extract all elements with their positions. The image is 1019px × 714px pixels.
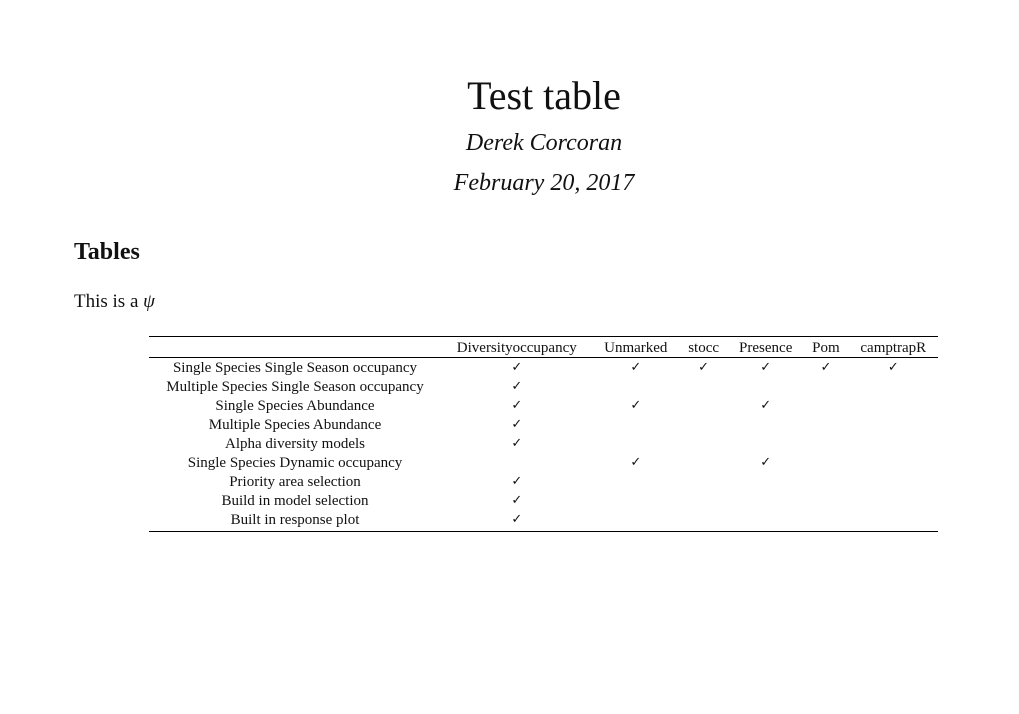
document-author: Derek Corcoran bbox=[465, 130, 623, 156]
comparison-table bbox=[149, 336, 938, 532]
paragraph bbox=[74, 289, 155, 315]
table-cell bbox=[593, 415, 679, 434]
table-row bbox=[149, 453, 938, 472]
row-label: Alpha diversity models bbox=[225, 435, 365, 452]
table-cell bbox=[441, 377, 593, 396]
checkmark-icon: ✓ bbox=[630, 360, 642, 375]
table-cell bbox=[849, 510, 938, 532]
checkmark-icon: ✓ bbox=[760, 360, 772, 375]
table-cell bbox=[849, 491, 938, 510]
table-cell bbox=[803, 377, 848, 396]
row-label: Single Species Abundance bbox=[215, 397, 375, 414]
table-cell bbox=[679, 491, 728, 510]
table-cell bbox=[679, 396, 728, 415]
table-cell bbox=[679, 510, 728, 532]
document-date: February 20, 2017 bbox=[453, 170, 635, 196]
table-body bbox=[149, 358, 938, 532]
checkmark-icon: ✓ bbox=[511, 379, 523, 394]
table-cell bbox=[803, 358, 848, 378]
document-title: Test table bbox=[467, 73, 621, 118]
column-header: camptrapR bbox=[860, 339, 927, 356]
table-cell bbox=[593, 434, 679, 453]
table-cell bbox=[728, 415, 803, 434]
table-cell bbox=[441, 415, 593, 434]
table-cell bbox=[803, 453, 848, 472]
table-cell bbox=[803, 491, 848, 510]
table-cell bbox=[728, 491, 803, 510]
checkmark-icon: ✓ bbox=[511, 474, 523, 489]
row-label: Multiple Species Abundance bbox=[208, 416, 382, 433]
table-cell bbox=[441, 510, 593, 532]
table-cell bbox=[441, 491, 593, 510]
checkmark-icon: ✓ bbox=[511, 398, 523, 413]
psi-symbol: ψ bbox=[143, 291, 155, 312]
table-cell bbox=[849, 434, 938, 453]
comparison-table-container bbox=[149, 336, 938, 532]
table-row bbox=[149, 510, 938, 532]
table-row bbox=[149, 415, 938, 434]
table-cell bbox=[679, 377, 728, 396]
table-cell bbox=[849, 453, 938, 472]
table-row bbox=[149, 358, 938, 378]
table-cell bbox=[679, 415, 728, 434]
checkmark-icon: ✓ bbox=[630, 398, 642, 413]
table-cell bbox=[849, 358, 938, 378]
column-header: Unmarked bbox=[604, 339, 668, 356]
table-cell bbox=[441, 472, 593, 491]
table-header-row bbox=[149, 337, 938, 358]
table-cell bbox=[441, 358, 593, 378]
table-cell bbox=[441, 434, 593, 453]
table-cell bbox=[593, 377, 679, 396]
table-cell bbox=[441, 396, 593, 415]
table-cell bbox=[803, 396, 848, 415]
table-cell bbox=[803, 472, 848, 491]
table-cell bbox=[803, 510, 848, 532]
table-cell bbox=[728, 358, 803, 378]
table-row bbox=[149, 434, 938, 453]
table-cell bbox=[803, 434, 848, 453]
column-header-blank bbox=[149, 337, 441, 358]
table-cell bbox=[441, 453, 593, 472]
row-label: Priority area selection bbox=[229, 473, 361, 490]
checkmark-icon: ✓ bbox=[760, 455, 772, 470]
column-header: Pom bbox=[812, 339, 840, 356]
table-cell bbox=[728, 377, 803, 396]
table-cell bbox=[679, 358, 728, 378]
row-label: Built in response plot bbox=[230, 511, 360, 528]
column-header: stocc bbox=[688, 339, 720, 356]
checkmark-icon: ✓ bbox=[511, 436, 523, 451]
checkmark-icon: ✓ bbox=[760, 398, 772, 413]
checkmark-icon: ✓ bbox=[511, 360, 523, 375]
section-heading: Tables bbox=[74, 239, 140, 265]
table-cell bbox=[679, 472, 728, 491]
table-cell bbox=[728, 472, 803, 491]
row-label: Multiple Species Single Season occupancy bbox=[166, 378, 424, 395]
checkmark-icon: ✓ bbox=[887, 360, 899, 375]
checkmark-icon: ✓ bbox=[698, 360, 710, 375]
table-row bbox=[149, 472, 938, 491]
table-row bbox=[149, 491, 938, 510]
table-cell bbox=[593, 396, 679, 415]
table-cell bbox=[728, 453, 803, 472]
checkmark-icon: ✓ bbox=[511, 512, 523, 527]
table-cell bbox=[728, 396, 803, 415]
table-cell bbox=[593, 358, 679, 378]
table-cell bbox=[849, 472, 938, 491]
column-header: Presence bbox=[739, 339, 793, 356]
table-cell bbox=[728, 510, 803, 532]
checkmark-icon: ✓ bbox=[511, 417, 523, 432]
table-cell bbox=[593, 491, 679, 510]
table-cell bbox=[679, 434, 728, 453]
checkmark-icon: ✓ bbox=[630, 455, 642, 470]
table-row bbox=[149, 396, 938, 415]
checkmark-icon: ✓ bbox=[511, 493, 523, 508]
table-cell bbox=[803, 415, 848, 434]
table-cell bbox=[593, 453, 679, 472]
row-label: Single Species Dynamic occupancy bbox=[187, 454, 403, 471]
table-row bbox=[149, 377, 938, 396]
column-header: Diversityoccupancy bbox=[456, 339, 577, 356]
table-cell bbox=[849, 415, 938, 434]
checkmark-icon: ✓ bbox=[820, 360, 832, 375]
table-cell bbox=[849, 377, 938, 396]
row-label: Build in model selection bbox=[221, 492, 369, 509]
row-label: Single Species Single Season occupancy bbox=[172, 359, 418, 376]
table-cell bbox=[593, 472, 679, 491]
table-cell bbox=[593, 510, 679, 532]
table-cell bbox=[728, 434, 803, 453]
paragraph-text: This is a bbox=[74, 291, 139, 312]
table-cell bbox=[679, 453, 728, 472]
table-cell bbox=[849, 396, 938, 415]
